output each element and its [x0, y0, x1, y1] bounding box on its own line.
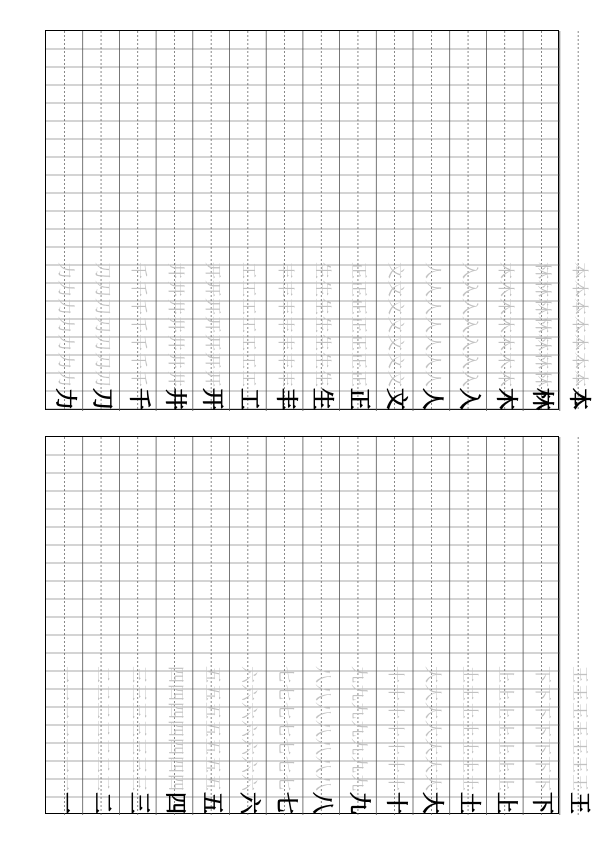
- model-character: 上: [492, 791, 518, 815]
- practice-column: [119, 437, 156, 815]
- trace-character: 五: [201, 683, 222, 701]
- trace-character: 上: [495, 683, 516, 701]
- model-character: 正: [345, 387, 371, 411]
- trace-character: 工: [238, 261, 259, 279]
- trace-character: 入: [458, 333, 479, 351]
- trace-character: 一: [54, 665, 75, 683]
- trace-character: 二: [91, 737, 112, 755]
- model-character: 木: [492, 387, 518, 411]
- trace-character: 入: [458, 315, 479, 333]
- practice-column: [560, 31, 597, 411]
- trace-character: 林: [531, 369, 552, 387]
- trace-character: 七: [275, 683, 296, 701]
- model-character: 七: [272, 791, 298, 815]
- trace-character: 木: [495, 279, 516, 297]
- model-character: 刀: [89, 387, 115, 411]
- trace-character: 六: [238, 683, 259, 701]
- trace-character: 生: [311, 351, 332, 369]
- trace-character: 八: [311, 719, 332, 737]
- trace-character: 力: [54, 315, 75, 333]
- practice-column: [413, 437, 450, 815]
- trace-character: 力: [54, 261, 75, 279]
- trace-character: 九: [348, 737, 369, 755]
- trace-character: 本: [568, 351, 589, 369]
- trace-character: 正: [348, 297, 369, 315]
- practice-column: [46, 31, 83, 411]
- trace-character: 人: [421, 279, 442, 297]
- trace-character: 七: [275, 701, 296, 719]
- trace-character: 二: [91, 719, 112, 737]
- trace-character: 二: [91, 665, 112, 683]
- trace-character: 井: [164, 369, 185, 387]
- trace-character: 一: [54, 755, 75, 773]
- trace-character: 上: [495, 701, 516, 719]
- practice-column: [156, 437, 193, 815]
- trace-character: 文: [385, 369, 406, 387]
- trace-character: 八: [311, 701, 332, 719]
- trace-character: 生: [311, 369, 332, 387]
- trace-character: 生: [311, 279, 332, 297]
- model-character: 本: [566, 387, 592, 411]
- trace-character: 刀: [91, 369, 112, 387]
- trace-character: 六: [238, 755, 259, 773]
- trace-character: 入: [458, 279, 479, 297]
- trace-character: 正: [348, 351, 369, 369]
- trace-character: 入: [458, 261, 479, 279]
- trace-character: 五: [201, 773, 222, 791]
- trace-character: 入: [458, 297, 479, 315]
- trace-character: 上: [495, 665, 516, 683]
- trace-character: 工: [238, 279, 259, 297]
- model-character: 一: [52, 791, 78, 815]
- trace-character: 人: [421, 333, 442, 351]
- trace-character: 土: [458, 737, 479, 755]
- trace-character: 王: [568, 737, 589, 755]
- practice-column: [340, 31, 377, 411]
- trace-character: 木: [495, 315, 516, 333]
- trace-character: 开: [201, 369, 222, 387]
- trace-character: 四: [164, 737, 185, 755]
- trace-character: 林: [531, 333, 552, 351]
- trace-character: 正: [348, 333, 369, 351]
- model-character: 九: [345, 791, 371, 815]
- model-character: 工: [235, 387, 261, 411]
- trace-character: 正: [348, 279, 369, 297]
- trace-character: 开: [201, 279, 222, 297]
- model-character: 五: [199, 791, 225, 815]
- trace-character: 井: [164, 261, 185, 279]
- trace-character: 一: [54, 737, 75, 755]
- trace-character: 五: [201, 701, 222, 719]
- trace-character: 土: [458, 773, 479, 791]
- practice-column: [486, 31, 523, 411]
- trace-character: 千: [128, 369, 149, 387]
- trace-character: 文: [385, 333, 406, 351]
- practice-column: [340, 437, 377, 815]
- practice-column: [560, 437, 597, 815]
- trace-character: 七: [275, 755, 296, 773]
- trace-character: 生: [311, 315, 332, 333]
- trace-character: 刀: [91, 315, 112, 333]
- trace-character: 木: [495, 297, 516, 315]
- trace-character: 王: [568, 701, 589, 719]
- trace-character: 九: [348, 701, 369, 719]
- trace-character: 文: [385, 297, 406, 315]
- trace-character: 土: [458, 719, 479, 737]
- model-character: 力: [52, 387, 78, 411]
- trace-character: 工: [238, 297, 259, 315]
- trace-character: 林: [531, 315, 552, 333]
- trace-character: 土: [458, 755, 479, 773]
- trace-character: 林: [531, 351, 552, 369]
- trace-character: 五: [201, 665, 222, 683]
- trace-character: 文: [385, 279, 406, 297]
- trace-character: 十: [385, 755, 406, 773]
- trace-character: 千: [128, 315, 149, 333]
- trace-character: 下: [531, 665, 552, 683]
- trace-character: 三: [128, 701, 149, 719]
- model-character: 生: [309, 387, 335, 411]
- model-character: 六: [235, 791, 261, 815]
- trace-character: 下: [531, 773, 552, 791]
- trace-character: 生: [311, 333, 332, 351]
- practice-column: [193, 437, 230, 815]
- trace-character: 本: [568, 369, 589, 387]
- model-character: 八: [309, 791, 335, 815]
- trace-character: 五: [201, 719, 222, 737]
- trace-character: 人: [421, 315, 442, 333]
- trace-character: 一: [54, 701, 75, 719]
- trace-character: 开: [201, 261, 222, 279]
- trace-character: 井: [164, 297, 185, 315]
- trace-character: 下: [531, 755, 552, 773]
- trace-character: 人: [421, 369, 442, 387]
- trace-character: 一: [54, 719, 75, 737]
- model-character: 开: [199, 387, 225, 411]
- trace-character: 井: [164, 279, 185, 297]
- model-character: 林: [529, 387, 555, 411]
- trace-character: 井: [164, 315, 185, 333]
- trace-character: 五: [201, 737, 222, 755]
- trace-character: 四: [164, 719, 185, 737]
- trace-character: 四: [164, 683, 185, 701]
- practice-column: [230, 31, 267, 411]
- trace-character: 土: [458, 701, 479, 719]
- practice-column: [376, 31, 413, 411]
- trace-character: 下: [531, 683, 552, 701]
- trace-character: 文: [385, 261, 406, 279]
- trace-character: 开: [201, 315, 222, 333]
- trace-character: 十: [385, 683, 406, 701]
- practice-column: [193, 31, 230, 411]
- trace-character: 木: [495, 369, 516, 387]
- model-character: 丰: [272, 387, 298, 411]
- practice-column: [266, 31, 303, 411]
- practice-column: [119, 31, 156, 411]
- trace-character: 大: [421, 683, 442, 701]
- model-character: 人: [419, 387, 445, 411]
- trace-character: 王: [568, 665, 589, 683]
- practice-column: [523, 437, 560, 815]
- practice-column: [413, 31, 450, 411]
- trace-character: 九: [348, 773, 369, 791]
- trace-character: 井: [164, 351, 185, 369]
- trace-character: 二: [91, 773, 112, 791]
- trace-character: 千: [128, 351, 149, 369]
- trace-character: 三: [128, 665, 149, 683]
- trace-character: 七: [275, 719, 296, 737]
- trace-character: 木: [495, 261, 516, 279]
- trace-character: 五: [201, 755, 222, 773]
- model-character: 四: [162, 791, 188, 815]
- trace-character: 十: [385, 665, 406, 683]
- trace-character: 人: [421, 261, 442, 279]
- trace-character: 四: [164, 755, 185, 773]
- practice-column: [230, 437, 267, 815]
- trace-character: 林: [531, 297, 552, 315]
- model-character: 大: [419, 791, 445, 815]
- model-character: 下: [529, 791, 555, 815]
- trace-character: 千: [128, 279, 149, 297]
- trace-character: 正: [348, 315, 369, 333]
- trace-character: 木: [495, 333, 516, 351]
- practice-column: [83, 31, 120, 411]
- trace-character: 力: [54, 297, 75, 315]
- model-character: 千: [125, 387, 151, 411]
- trace-character: 丰: [275, 351, 296, 369]
- trace-character: 丰: [275, 297, 296, 315]
- trace-character: 八: [311, 737, 332, 755]
- trace-character: 王: [568, 773, 589, 791]
- trace-character: 下: [531, 719, 552, 737]
- trace-character: 人: [421, 351, 442, 369]
- trace-character: 本: [568, 315, 589, 333]
- trace-character: 丰: [275, 369, 296, 387]
- model-character: 二: [89, 791, 115, 815]
- trace-character: 土: [458, 683, 479, 701]
- trace-character: 六: [238, 665, 259, 683]
- trace-character: 力: [54, 279, 75, 297]
- model-character: 入: [456, 387, 482, 411]
- trace-character: 三: [128, 773, 149, 791]
- trace-character: 四: [164, 665, 185, 683]
- practice-column: [303, 437, 340, 815]
- practice-column: [303, 31, 340, 411]
- trace-character: 六: [238, 719, 259, 737]
- trace-character: 一: [54, 683, 75, 701]
- trace-character: 本: [568, 297, 589, 315]
- practice-sheet-upper: [45, 30, 592, 411]
- trace-character: 开: [201, 333, 222, 351]
- model-character: 王: [566, 791, 592, 815]
- trace-character: 上: [495, 737, 516, 755]
- trace-character: 工: [238, 351, 259, 369]
- trace-character: 三: [128, 719, 149, 737]
- trace-character: 上: [495, 719, 516, 737]
- trace-character: 八: [311, 665, 332, 683]
- trace-character: 土: [458, 665, 479, 683]
- trace-character: 八: [311, 755, 332, 773]
- practice-column: [450, 437, 487, 815]
- trace-character: 木: [495, 351, 516, 369]
- trace-character: 刀: [91, 261, 112, 279]
- trace-character: 十: [385, 719, 406, 737]
- trace-character: 九: [348, 719, 369, 737]
- trace-character: 四: [164, 701, 185, 719]
- model-character: 十: [382, 791, 408, 815]
- trace-character: 文: [385, 315, 406, 333]
- trace-character: 十: [385, 737, 406, 755]
- trace-character: 入: [458, 369, 479, 387]
- trace-character: 丰: [275, 261, 296, 279]
- trace-character: 三: [128, 755, 149, 773]
- trace-character: 十: [385, 773, 406, 791]
- trace-character: 王: [568, 683, 589, 701]
- trace-character: 入: [458, 351, 479, 369]
- trace-character: 王: [568, 755, 589, 773]
- trace-character: 力: [54, 369, 75, 387]
- trace-character: 生: [311, 261, 332, 279]
- practice-column: [156, 31, 193, 411]
- trace-character: 本: [568, 261, 589, 279]
- trace-character: 大: [421, 665, 442, 683]
- trace-character: 大: [421, 755, 442, 773]
- trace-character: 文: [385, 351, 406, 369]
- trace-character: 千: [128, 333, 149, 351]
- trace-character: 本: [568, 333, 589, 351]
- trace-character: 六: [238, 773, 259, 791]
- model-character: 三: [125, 791, 151, 815]
- trace-character: 千: [128, 261, 149, 279]
- trace-character: 力: [54, 333, 75, 351]
- trace-character: 大: [421, 719, 442, 737]
- trace-character: 林: [531, 279, 552, 297]
- trace-character: 九: [348, 755, 369, 773]
- practice-column: [266, 437, 303, 815]
- practice-column: [486, 437, 523, 815]
- trace-character: 七: [275, 665, 296, 683]
- trace-character: 大: [421, 737, 442, 755]
- trace-character: 工: [238, 369, 259, 387]
- trace-character: 刀: [91, 297, 112, 315]
- trace-character: 大: [421, 773, 442, 791]
- trace-character: 丰: [275, 333, 296, 351]
- trace-character: 正: [348, 261, 369, 279]
- trace-character: 六: [238, 701, 259, 719]
- model-character: 土: [456, 791, 482, 815]
- practice-column: [523, 31, 560, 411]
- trace-character: 七: [275, 773, 296, 791]
- trace-character: 刀: [91, 351, 112, 369]
- trace-character: 四: [164, 773, 185, 791]
- trace-character: 丰: [275, 315, 296, 333]
- trace-character: 人: [421, 297, 442, 315]
- trace-character: 上: [495, 773, 516, 791]
- trace-character: 三: [128, 683, 149, 701]
- practice-column: [46, 437, 83, 815]
- practice-column: [450, 31, 487, 411]
- trace-character: 力: [54, 351, 75, 369]
- trace-character: 本: [568, 279, 589, 297]
- model-character: 文: [382, 387, 408, 411]
- trace-character: 六: [238, 737, 259, 755]
- trace-character: 上: [495, 755, 516, 773]
- trace-character: 千: [128, 297, 149, 315]
- trace-character: 开: [201, 297, 222, 315]
- practice-sheet-lower: [45, 436, 592, 815]
- trace-character: 八: [311, 773, 332, 791]
- trace-character: 工: [238, 333, 259, 351]
- trace-character: 林: [531, 261, 552, 279]
- trace-character: 二: [91, 683, 112, 701]
- trace-character: 二: [91, 701, 112, 719]
- trace-character: 开: [201, 351, 222, 369]
- trace-character: 八: [311, 683, 332, 701]
- trace-character: 九: [348, 665, 369, 683]
- trace-character: 刀: [91, 333, 112, 351]
- practice-column: [83, 437, 120, 815]
- trace-character: 下: [531, 701, 552, 719]
- trace-character: 丰: [275, 279, 296, 297]
- trace-character: 工: [238, 315, 259, 333]
- trace-character: 十: [385, 701, 406, 719]
- model-character: 井: [162, 387, 188, 411]
- trace-character: 刀: [91, 279, 112, 297]
- practice-column: [376, 437, 413, 815]
- trace-character: 一: [54, 773, 75, 791]
- trace-character: 三: [128, 737, 149, 755]
- trace-character: 二: [91, 755, 112, 773]
- trace-character: 正: [348, 369, 369, 387]
- trace-character: 井: [164, 333, 185, 351]
- trace-character: 七: [275, 737, 296, 755]
- trace-character: 生: [311, 297, 332, 315]
- trace-character: 九: [348, 683, 369, 701]
- trace-character: 大: [421, 701, 442, 719]
- trace-character: 下: [531, 737, 552, 755]
- trace-character: 王: [568, 719, 589, 737]
